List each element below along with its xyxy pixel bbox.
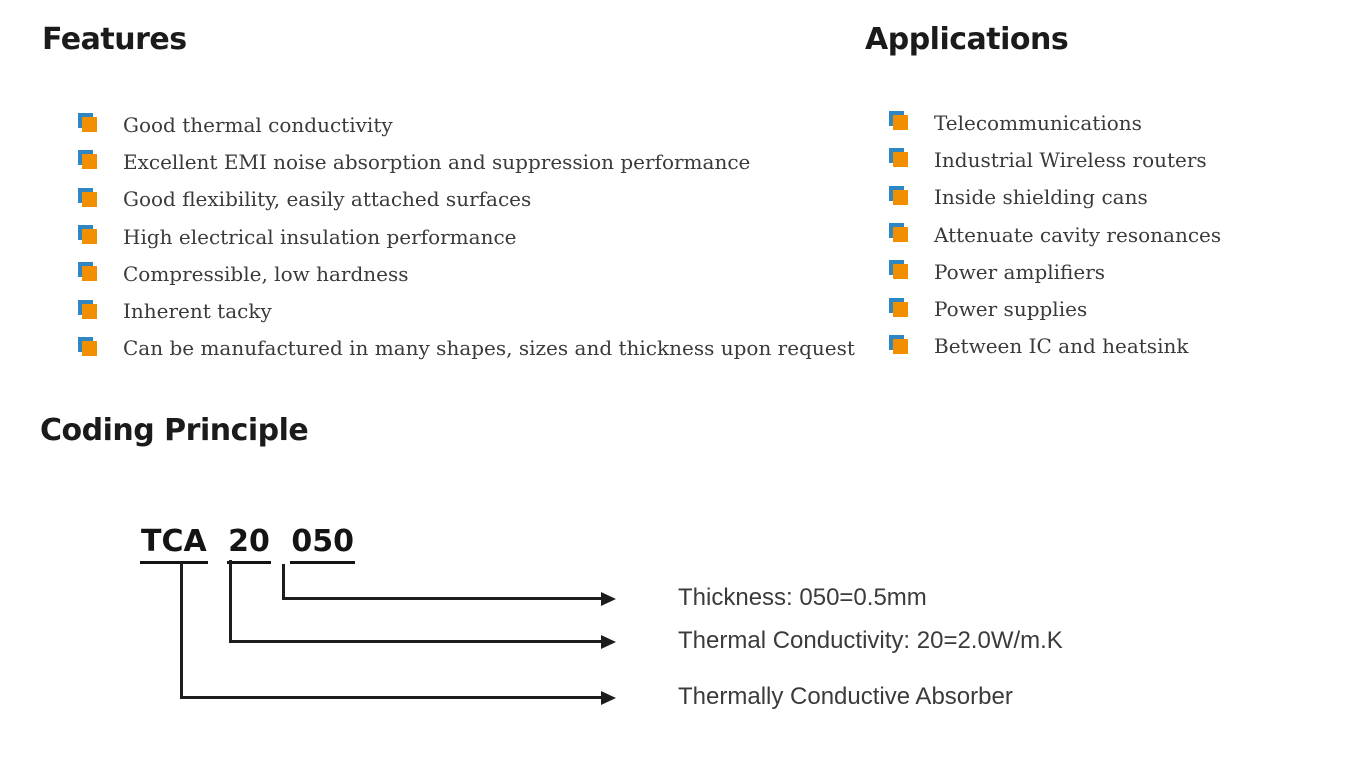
list-item — [78, 292, 855, 329]
list-item — [889, 104, 1221, 141]
square-bullet-icon — [889, 223, 908, 242]
connector-thermal-vertical — [229, 560, 232, 642]
application-item-label: Power amplifiers — [934, 259, 1106, 284]
square-bullet-icon — [889, 298, 908, 317]
feature-item-label: Excellent EMI noise absorption and suppression performance — [123, 149, 751, 174]
application-item-label: Industrial Wireless routers — [934, 147, 1207, 172]
application-item-label: Power supplies — [934, 297, 1088, 322]
connector-tca-vertical — [180, 562, 183, 699]
square-bullet-icon — [78, 262, 97, 281]
square-bullet-icon — [889, 335, 908, 354]
square-bullet-icon — [889, 148, 908, 167]
list-item — [889, 141, 1221, 178]
right-arrowhead-icon — [601, 592, 616, 606]
list-item — [78, 106, 855, 143]
application-item-label: Between IC and heatsink — [934, 334, 1189, 359]
square-bullet-icon — [889, 111, 908, 130]
square-bullet-icon — [78, 300, 97, 319]
list-item — [78, 255, 855, 292]
right-arrowhead-icon — [601, 691, 616, 705]
list-item — [78, 181, 855, 218]
list-item — [889, 253, 1221, 290]
list-item — [889, 179, 1221, 216]
list-item — [78, 143, 855, 180]
square-bullet-icon — [78, 188, 97, 207]
connector-thickness-horizontal — [282, 597, 602, 600]
feature-item-label: Inherent tacky — [123, 299, 272, 324]
application-item-label: Telecommunications — [934, 110, 1142, 135]
square-bullet-icon — [78, 337, 97, 356]
feature-item-label: Good thermal conductivity — [123, 112, 393, 137]
right-arrowhead-icon — [601, 635, 616, 649]
list-item — [889, 290, 1221, 327]
legend-absorber-label: Thermally Conductive Absorber — [678, 683, 1013, 710]
list-item — [889, 328, 1221, 365]
list-item — [78, 330, 855, 367]
feature-item-label: Can be manufactured in many shapes, sizes and thickness upon request — [123, 336, 855, 361]
connector-thermal-horizontal — [229, 640, 602, 643]
legend-thickness-label: Thickness: 050=0.5mm — [678, 584, 927, 611]
connector-tca-horizontal — [180, 696, 602, 699]
feature-item-label: Good flexibility, easily attached surfaces — [123, 187, 532, 212]
square-bullet-icon — [78, 113, 97, 132]
applications-heading: Applications — [865, 22, 1069, 57]
feature-item-label: Compressible, low hardness — [123, 261, 409, 286]
feature-item-label: High electrical insulation performance — [123, 224, 517, 249]
legend-thermal-conductivity-label: Thermal Conductivity: 20=2.0W/m.K — [678, 627, 1063, 654]
square-bullet-icon — [78, 150, 97, 169]
code-segment-thermal: 20 — [227, 524, 271, 564]
application-item-label: Inside shielding cans — [934, 185, 1148, 210]
square-bullet-icon — [889, 186, 908, 205]
code-segment-thickness: 050 — [290, 524, 355, 564]
code-segment-tca: TCA — [140, 524, 208, 564]
list-item — [78, 218, 855, 255]
connector-thickness-vertical — [282, 564, 285, 600]
features-list — [78, 106, 855, 367]
features-heading: Features — [42, 22, 187, 57]
square-bullet-icon — [78, 225, 97, 244]
application-item-label: Attenuate cavity resonances — [934, 222, 1222, 247]
list-item — [889, 216, 1221, 253]
applications-list — [889, 104, 1221, 365]
square-bullet-icon — [889, 260, 908, 279]
coding-principle-heading: Coding Principle — [40, 413, 309, 448]
product-code — [140, 524, 355, 564]
